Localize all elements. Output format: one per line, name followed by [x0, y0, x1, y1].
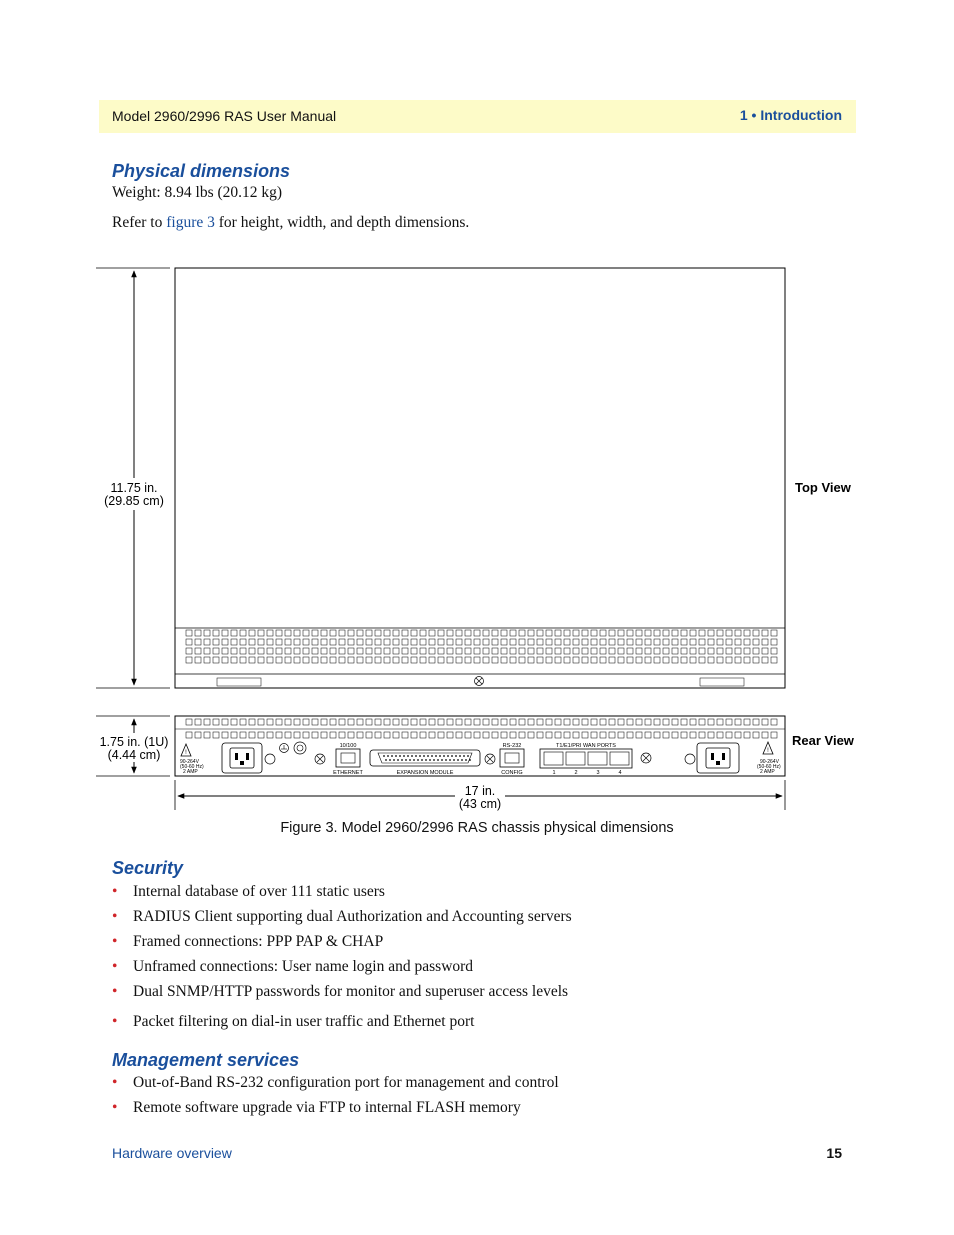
refer-post: for height, width, and depth dimensions.	[214, 214, 470, 231]
connector-pin	[431, 755, 433, 757]
rear-view-label: Rear View	[792, 733, 854, 748]
connector-pin	[417, 759, 419, 761]
config-label: CONFIG	[501, 770, 523, 776]
bullet-icon: •	[112, 883, 118, 900]
connector-pin	[461, 759, 463, 761]
height-cm: (4.44 cm)	[107, 748, 161, 762]
width-dimension	[175, 780, 785, 811]
wan-port-2: 2	[574, 770, 578, 776]
figure-3-link[interactable]: figure 3	[166, 214, 215, 231]
connector-pin	[449, 759, 451, 761]
power-voltage-left: 90-264V	[180, 759, 199, 765]
connector-pin	[413, 759, 415, 761]
list-item	[112, 907, 572, 932]
physical-dimensions-heading: Physical dimensions	[112, 161, 291, 181]
security-heading: Security	[112, 858, 184, 878]
connector-pin	[443, 755, 445, 757]
bullet-icon: •	[112, 1013, 118, 1030]
footer-section: Hardware overview	[112, 1145, 232, 1161]
connector-pin	[441, 759, 443, 761]
top-view-drawing	[175, 268, 785, 688]
connector-pin	[453, 759, 455, 761]
connector-pin	[439, 755, 441, 757]
power-amp-left: 2 AMP	[183, 769, 198, 775]
security-list	[112, 882, 572, 1037]
depth-cm: (29.85 cm)	[104, 494, 164, 508]
connector-pin	[387, 755, 389, 757]
list-item	[112, 932, 572, 957]
connector-pin	[395, 755, 397, 757]
connector-pin	[463, 755, 465, 757]
connector-pin	[393, 759, 395, 761]
bullet-icon: •	[112, 933, 118, 950]
list-item-text: Framed connections: PPP PAP & CHAP	[133, 933, 384, 950]
port-10-100-label: 10/100	[339, 743, 357, 749]
connector-pin	[411, 755, 413, 757]
bullet-icon: •	[112, 1099, 118, 1116]
connector-pin	[405, 759, 407, 761]
connector-pin	[415, 755, 417, 757]
connector-pin	[435, 755, 437, 757]
wan-ports-label: T1/E1/PRI WAN PORTS	[556, 743, 616, 749]
connector-pin	[399, 755, 401, 757]
list-item-text: Dual SNMP/HTTP passwords for monitor and superuser access levels	[133, 983, 569, 1000]
manual-title: Model 2960/2996 RAS User Manual	[112, 108, 337, 124]
list-item	[112, 1098, 559, 1123]
power-amp-right: 2 AMP	[760, 769, 775, 775]
ethernet-label: ETHERNET	[333, 770, 363, 776]
bullet-icon: •	[112, 958, 118, 975]
connector-pin	[465, 759, 467, 761]
expansion-label: EXPANSION MODULE	[396, 770, 454, 776]
connector-pin	[423, 755, 425, 757]
connector-pin	[401, 759, 403, 761]
wan-port-1: 1	[552, 770, 556, 776]
connector-pin	[467, 755, 469, 757]
list-item	[112, 1073, 559, 1098]
wan-port-4: 4	[618, 770, 622, 776]
connector-pin	[383, 755, 385, 757]
connector-pin	[445, 759, 447, 761]
rear-view-drawing	[175, 716, 785, 776]
list-item-text: RADIUS Client supporting dual Authorization and Accounting servers	[133, 908, 572, 925]
connector-pin	[397, 759, 399, 761]
height-inches: 1.75 in. (1U)	[99, 735, 169, 749]
connector-pin	[419, 755, 421, 757]
refer-pre: Refer to	[112, 214, 167, 231]
list-item	[112, 882, 572, 907]
figure-caption: Figure 3. Model 2960/2996 RAS chassis physical dimensions	[280, 820, 674, 836]
connector-pin	[437, 759, 439, 761]
connector-pin	[403, 755, 405, 757]
list-item-text: Internal database of over 111 static users	[133, 883, 385, 900]
connector-pin	[421, 759, 423, 761]
width-inches: 17 in.	[464, 784, 496, 798]
list-item-text: Unframed connections: User name login and password	[133, 958, 474, 975]
management-heading: Management services	[112, 1050, 300, 1070]
connector-pin	[407, 755, 409, 757]
connector-pin	[459, 755, 461, 757]
list-item	[112, 957, 572, 982]
list-item	[112, 982, 572, 1012]
management-list	[112, 1073, 559, 1123]
connector-pin	[391, 755, 393, 757]
depth-dimension	[96, 268, 170, 688]
depth-inches: 11.75 in.	[110, 481, 158, 495]
height-dimension	[96, 716, 170, 776]
bullet-icon: •	[112, 983, 118, 1000]
bullet-icon: •	[112, 1074, 118, 1091]
power-freq-right: (50-60 Hz)	[757, 764, 781, 770]
rs232-label: RS-232	[502, 743, 522, 749]
top-view-label: Top View	[795, 480, 851, 495]
svg-text:!: !	[185, 750, 187, 756]
list-item-text: Packet filtering on dial-in user traffic and Ethernet port	[133, 1013, 475, 1030]
connector-pin	[389, 759, 391, 761]
connector-pin	[427, 755, 429, 757]
connector-pin	[385, 759, 387, 761]
bullet-icon: •	[112, 908, 118, 925]
wan-port-3: 3	[596, 770, 600, 776]
page-number: 15	[826, 1145, 842, 1161]
width-cm: (43 cm)	[458, 797, 502, 811]
connector-pin	[429, 759, 431, 761]
list-item-text: Out-of-Band RS-232 configuration port for management and control	[133, 1074, 559, 1091]
chapter-title: 1 • Introduction	[739, 107, 842, 123]
power-freq-left: (50-60 Hz)	[180, 764, 204, 770]
connector-pin	[433, 759, 435, 761]
connector-pin	[451, 755, 453, 757]
power-voltage-right: 90-264V	[760, 759, 779, 765]
connector-pin	[457, 759, 459, 761]
connector-pin	[409, 759, 411, 761]
connector-pin	[455, 755, 457, 757]
svg-text:!: !	[767, 748, 769, 754]
connector-pin	[425, 759, 427, 761]
list-item	[112, 1012, 572, 1037]
connector-pin	[469, 759, 471, 761]
connector-pin	[447, 755, 449, 757]
list-item-text: Remote software upgrade via FTP to internal FLASH memory	[133, 1099, 521, 1116]
weight-text: Weight: 8.94 lbs (20.12 kg)	[112, 184, 283, 201]
